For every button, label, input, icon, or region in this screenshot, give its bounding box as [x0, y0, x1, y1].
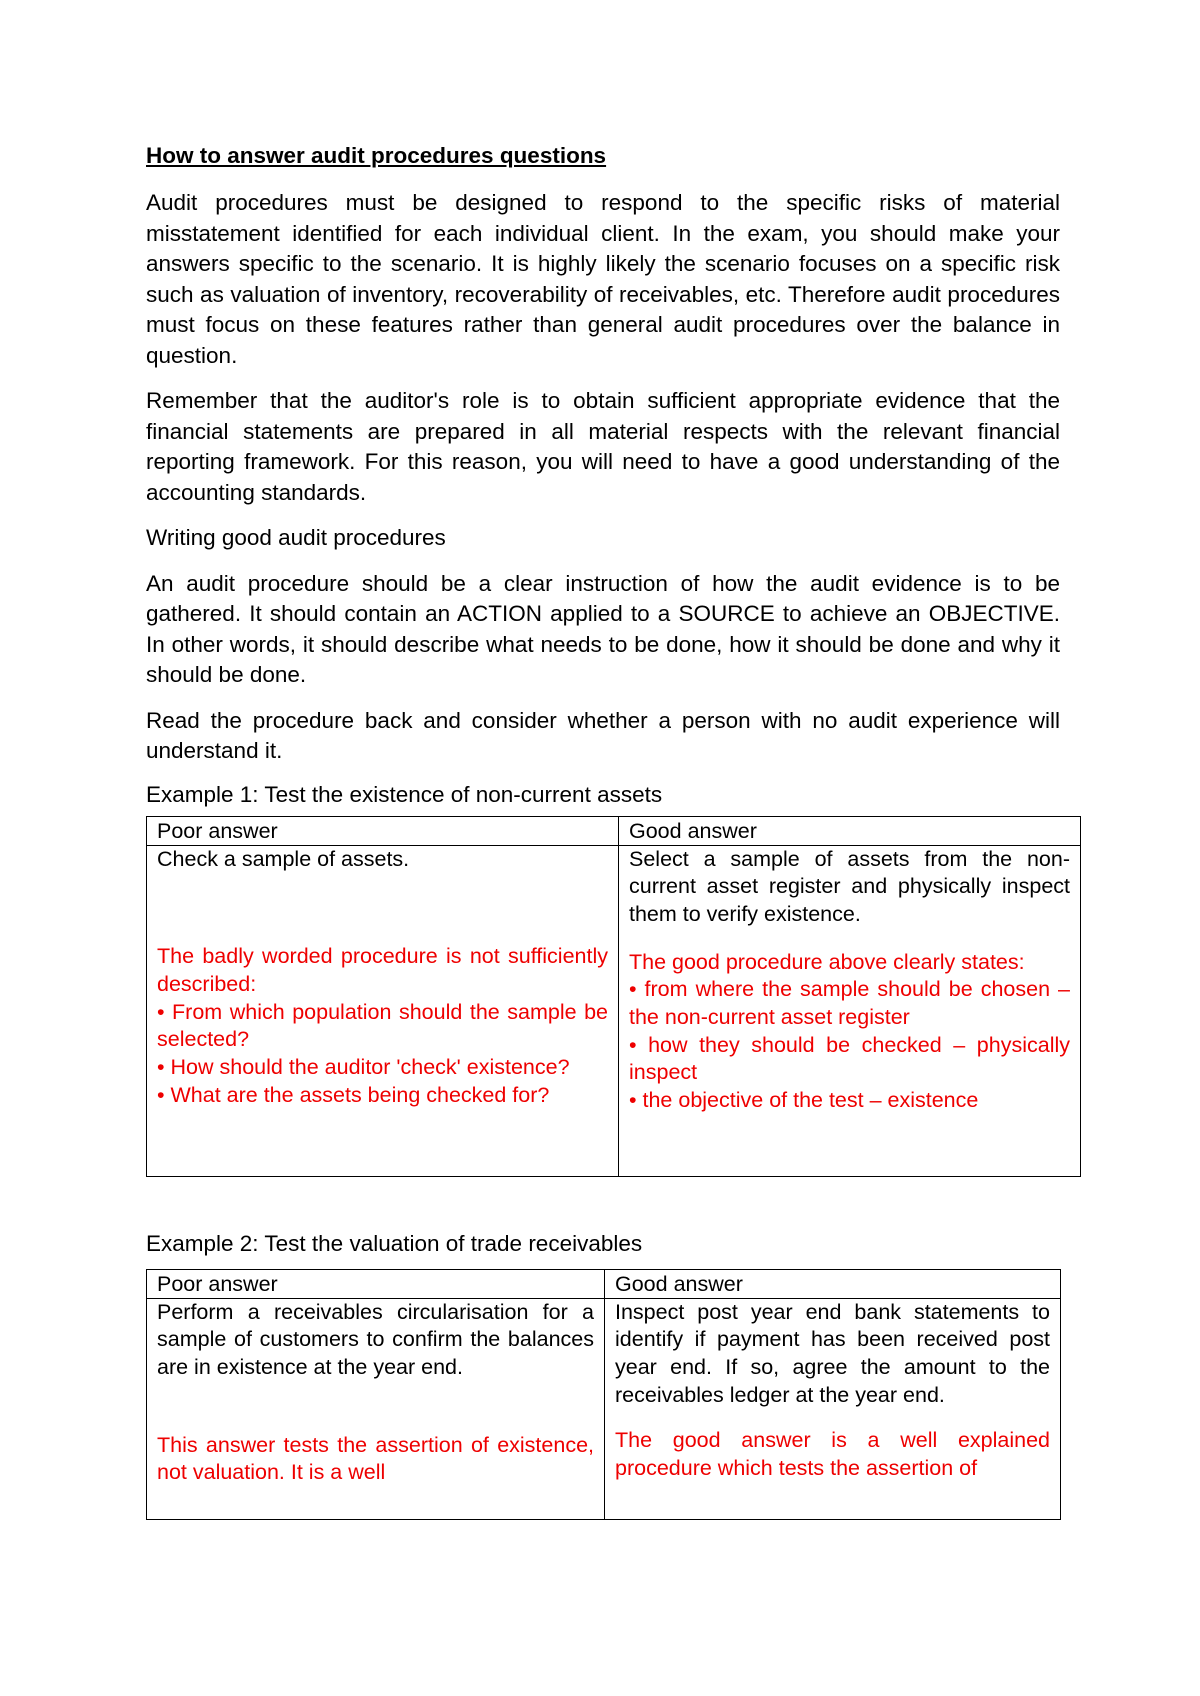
example-2-title: Example 2: Test the valuation of trade receivables: [146, 1230, 643, 1256]
good-comment-line: The good procedure above clearly states:: [629, 949, 1025, 974]
example-1-title: Example 1: Test the existence of non-current assets: [146, 781, 663, 807]
poor-answer-comment: This answer tests the assertion of existence, not valuation. It is a well: [157, 1432, 594, 1485]
table-row: [147, 845, 1081, 1176]
procedure-definition-paragraph: An audit procedure should be a clear instruction of how the audit evidence is to be gathered. It should contain an ACTION applied to a SOURCE to achieve an OBJECTIVE. In other words, it should describe what needs to be done, how it should be done and why it should be done.: [146, 570, 1060, 687]
poor-answer-text: Perform a receivables circularisation for a sample of customers to confirm the balances are in existence at the year end.: [157, 1299, 594, 1379]
good-comment-bullet: • the objective of the test – existence: [629, 1088, 979, 1113]
poor-answer-cell: [147, 845, 619, 1176]
poor-answer-text: Check a sample of assets.: [157, 846, 410, 871]
table-header-row: [147, 1269, 1061, 1298]
good-answer-comment: The good answer is a well explained procedure which tests the assertion of: [615, 1428, 1050, 1481]
document-page: [146, 140, 1070, 1520]
good-answer-header: Good answer: [605, 1269, 1061, 1298]
page-title: How to answer audit procedures questions: [146, 143, 607, 168]
section-heading: Writing good audit procedures: [146, 525, 446, 550]
good-comment-bullet: • how they should be checked – physically inspect: [629, 1032, 1070, 1085]
example-2-table: [146, 1269, 1061, 1520]
poor-answer-header: Poor answer: [147, 816, 619, 845]
table-row: [147, 1298, 1061, 1519]
good-answer-comment: [629, 949, 1070, 1115]
readback-paragraph: Read the procedure back and consider whether a person with no audit experience will understand it.: [146, 707, 1060, 763]
good-answer-cell: [619, 845, 1081, 1176]
poor-answer-cell: [147, 1298, 605, 1519]
table-header-row: [147, 816, 1081, 845]
poor-comment-line: The badly worded procedure is not sufficiently described:: [157, 944, 608, 996]
poor-comment-bullet: • How should the auditor 'check' existence?: [157, 1055, 570, 1080]
poor-answer-comment: [157, 943, 608, 1109]
poor-comment-bullet: • What are the assets being checked for?: [157, 1082, 550, 1107]
poor-answer-header: Poor answer: [147, 1269, 605, 1298]
auditor-role-paragraph: Remember that the auditor's role is to obtain sufficient appropriate evidence that the financial statements are prepared in all material respects with the relevant financial reporting framework. For this reason, you will need to have a good understanding of the accounting standards.: [146, 388, 1060, 505]
good-answer-cell: [605, 1298, 1061, 1519]
good-answer-text: Select a sample of assets from the non-current asset register and physically inspect them to verify existence.: [629, 846, 1070, 926]
poor-comment-bullet: • From which population should the sample be selected?: [157, 999, 608, 1052]
good-answer-header: Good answer: [619, 816, 1081, 845]
intro-paragraph: Audit procedures must be designed to respond to the specific risks of material misstatement identified for each individual client. In the exam, you should make your answers specific to the scenario. It is highly likely the scenario focuses on a specific risk such as valuation of inventory, recoverability of receivables, etc. Therefore audit procedures must focus on these features rather than general audit procedures over the balance in question.: [146, 190, 1060, 368]
good-answer-text: Inspect post year end bank statements to identify if payment has been received post year end. If so, agree the amount to the receivables ledger at the year end.: [615, 1299, 1050, 1407]
good-comment-bullet: • from where the sample should be chosen – the non-current asset register: [629, 977, 1070, 1030]
example-1-table: [146, 816, 1081, 1177]
